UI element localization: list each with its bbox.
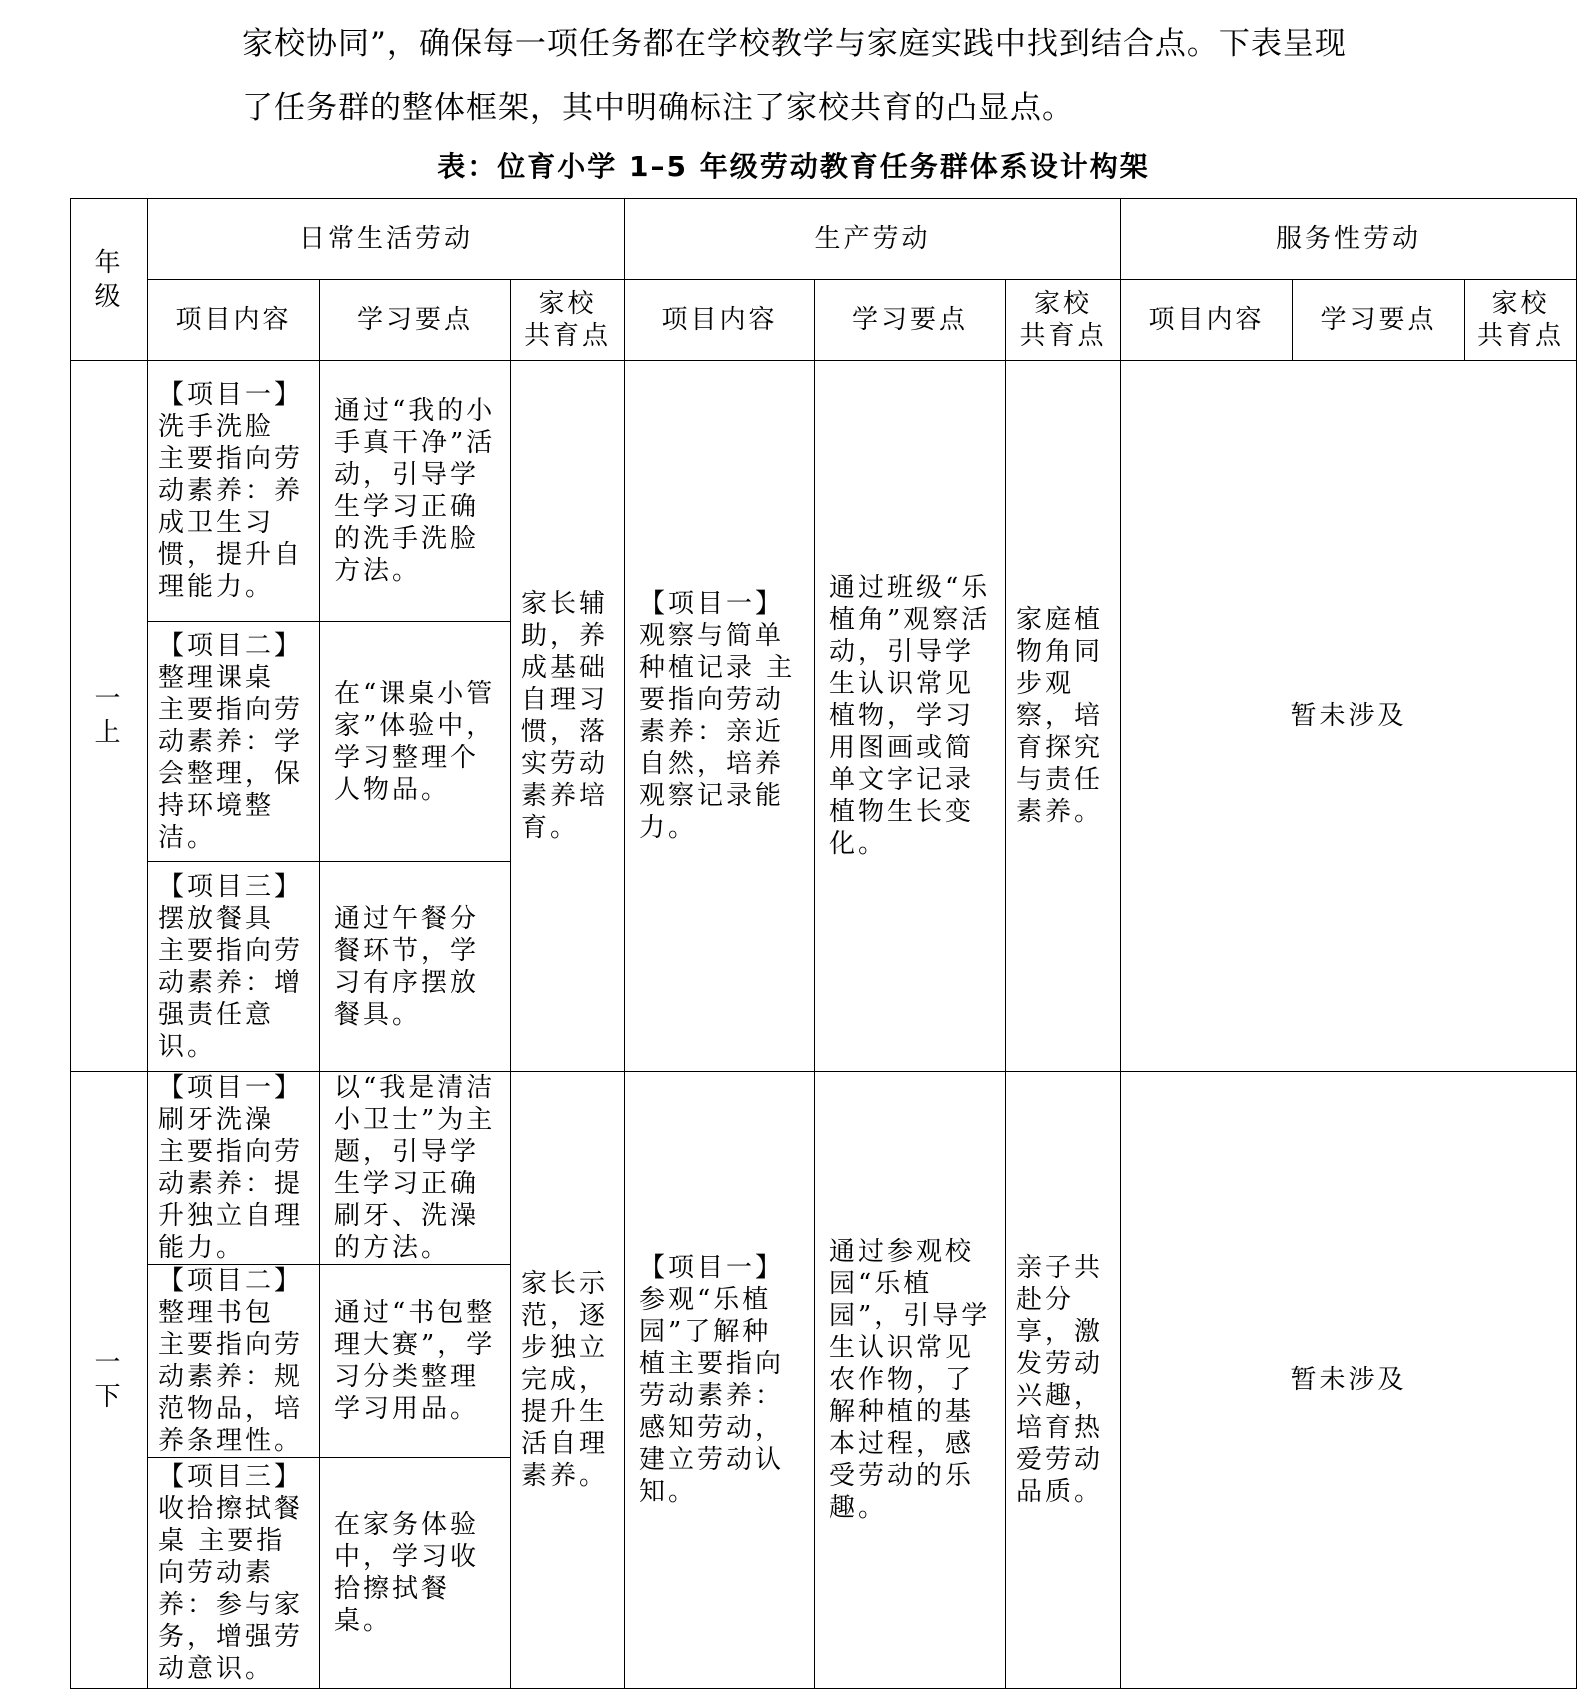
production-points: 通过参观校园“乐植园”，引导学生认识常见农作物，了解种植的基本过程，感受劳动的乐趣。: [815, 1072, 1006, 1689]
production-coop-point: 亲子共赴分享，激发劳动兴趣，培育热爱劳动品质。: [1006, 1072, 1121, 1689]
production-points: 通过班级“乐植角”观察活动，引导学生认识常见植物，学习用图画或简单文字记录植物生长变化。: [815, 361, 1006, 1072]
header-production-points: 学习要点: [815, 280, 1006, 361]
daily-item-content: 【项目三】 摆放餐具 主要指向劳动素养：增强责任意识。: [148, 862, 320, 1072]
production-content: 【项目一】 参观“乐植园”了解种植主要指向劳动素养：感知劳动，建立劳动认知。: [625, 1072, 815, 1689]
header-service-content: 项目内容: [1121, 280, 1293, 361]
production-content: 【项目一】 观察与简单种植记录 主要指向劳动素养：亲近自然，培养观察记录能力。: [625, 361, 815, 1072]
daily-item-points: 通过午餐分餐环节，学习有序摆放餐具。: [320, 862, 511, 1072]
daily-item-content: 【项目二】 整理书包 主要指向劳动素养：规范物品，培养条理性。: [148, 1265, 320, 1458]
header-production-coop: 家校 共育点: [1006, 280, 1121, 361]
daily-coop-point: 家长辅助，养成基础自理习惯，落实劳动素养培育。: [511, 361, 625, 1072]
daily-item-content: 【项目二】 整理课桌 主要指向劳动素养：学会整理，保持环境整洁。: [148, 622, 320, 862]
header-service-coop: 家校 共育点: [1465, 280, 1577, 361]
header-production-content: 项目内容: [625, 280, 815, 361]
intro-line-2: 了任务群的整体框架，其中明确标注了家校共育的凸显点。: [242, 90, 1074, 126]
intro-line-1: 家校协同”，确保每一项任务都在学校教学与家庭实践中找到结合点。下表呈现: [242, 26, 1347, 62]
table-row: [71, 1072, 1577, 1265]
table-row: [71, 361, 1577, 622]
production-coop-point: 家庭植物角同步观察，培育探究与责任素养。: [1006, 361, 1121, 1072]
daily-coop-point: 家长示范，逐步独立完成，提升生活自理素养。: [511, 1072, 625, 1689]
header-daily-points: 学习要点: [320, 280, 511, 361]
header-service-points: 学习要点: [1293, 280, 1465, 361]
service-labor-cell: 暂未涉及: [1121, 361, 1577, 1072]
daily-item-points: 在“课桌小管家”体验中，学习整理个人物品。: [320, 622, 511, 862]
task-framework-table: [70, 198, 1577, 1689]
table-caption: 表：位育小学 1–5 年级劳动教育任务群体系设计构架: [437, 150, 1150, 183]
daily-item-content: 【项目一】 刷牙洗澡 主要指向劳动素养：提升独立自理能力。: [148, 1072, 320, 1265]
daily-item-points: 以“我是清洁小卫士”为主题，引导学生学习正确刷牙、洗澡的方法。: [320, 1072, 511, 1265]
header-row-2: [71, 280, 1577, 361]
header-grade: 年 级: [71, 199, 148, 361]
header-service-labor: 服务性劳动: [1121, 199, 1577, 280]
header-daily-coop: 家校 共育点: [511, 280, 625, 361]
header-daily-labor: 日常生活劳动: [148, 199, 625, 280]
daily-item-points: 通过“书包整理大赛”，学习分类整理学习用品。: [320, 1265, 511, 1458]
grade-label: 一 下: [71, 1072, 148, 1689]
daily-item-content: 【项目一】 洗手洗脸 主要指向劳动素养：养成卫生习惯，提升自理能力。: [148, 361, 320, 622]
grade-label: 一 上: [71, 361, 148, 1072]
daily-item-points: 在家务体验中，学习收拾擦拭餐桌。: [320, 1458, 511, 1689]
header-production-labor: 生产劳动: [625, 199, 1121, 280]
header-row-1: [71, 199, 1577, 280]
daily-item-content: 【项目三】 收拾擦拭餐桌 主要指向劳动素养：参与家务，增强劳动意识。: [148, 1458, 320, 1689]
daily-item-points: 通过“我的小手真干净”活动，引导学生学习正确的洗手洗脸方法。: [320, 361, 511, 622]
service-labor-cell: 暂未涉及: [1121, 1072, 1577, 1689]
header-daily-content: 项目内容: [148, 280, 320, 361]
